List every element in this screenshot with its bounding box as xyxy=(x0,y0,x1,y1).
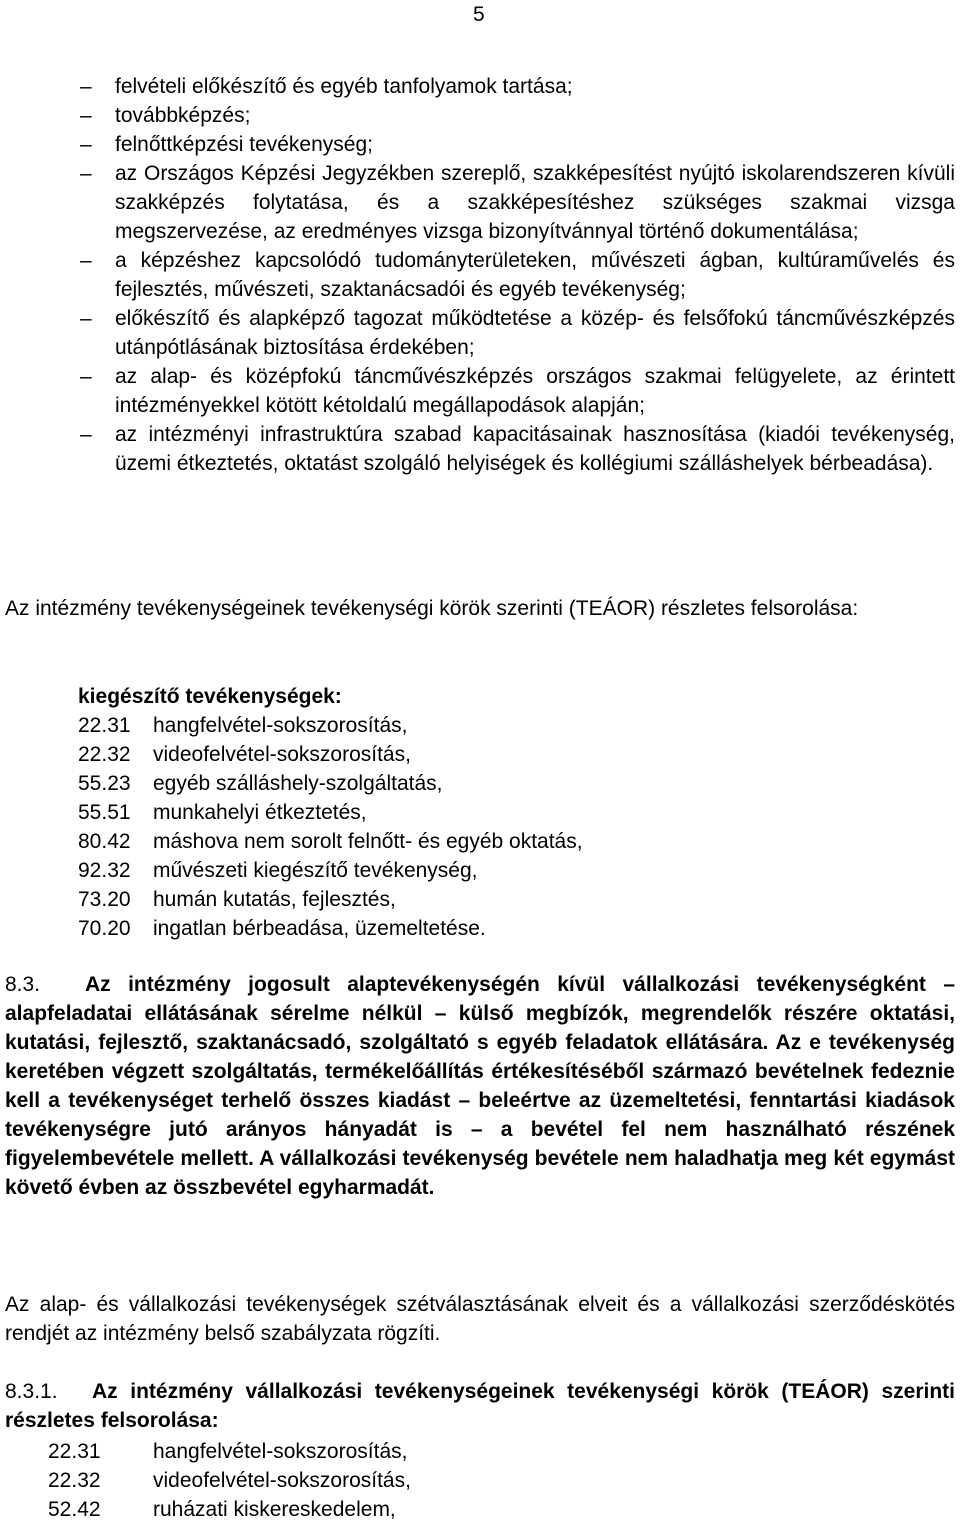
teaor-label: munkahelyi étkeztetés, xyxy=(153,801,367,824)
section-number: 8.3.1. xyxy=(5,1380,58,1403)
list-item xyxy=(0,304,955,362)
section-text: Az intézmény jogosult alaptevékenységén kívül vállalkozási tevékenységként – alapfeladatai ellátásának sérelme nélkül – külső megbízók, megrendelők részére oktatási, kutatási, fejlesztő, szaktanácsadó, szolgáltató s egyéb feladatok ellátására. Az e tevékenység keretében végzett szolgáltatás, termékelőállítás értékesítéséből származó bevételnek fedeznie kell a tevékenységet terhelő összes kiadást – beleértve az üzemeltetési, fenntartási kiadások tevékenységre jutó arányos hányadát is – a bevétel fel nem használható részének figyelembevétele mellett. A vállalkozási tevékenység bevétele nem haladhatja meg két egymást követő évben az összbevétel egyharmadát. xyxy=(5,973,955,1199)
dash-bullet: – xyxy=(80,162,92,185)
section-8-3 xyxy=(5,970,955,1202)
teaor-row xyxy=(48,1495,411,1524)
teaor-row xyxy=(78,885,583,914)
teaor-code: 22.31 xyxy=(78,714,131,737)
list-item-text: az intézményi infrastruktúra szabad kapacitásainak hasznosítása (kiadói tevékenység, üzemi étkeztetés, oktatást szolgáló helyiségek és kollégiumi szálláshelyek bérbeadása). xyxy=(115,423,955,475)
business-activities-list xyxy=(48,1437,411,1524)
list-item xyxy=(0,72,955,101)
teaor-label: máshova nem sorolt felnőtt- és egyéb oktatás, xyxy=(153,830,583,853)
teaor-code: 55.23 xyxy=(78,772,131,795)
dash-bullet: – xyxy=(80,423,92,446)
teaor-code: 22.32 xyxy=(78,743,131,766)
teaor-label: videofelvétel-sokszorosítás, xyxy=(153,743,411,766)
teaor-row xyxy=(78,769,583,798)
list-item-text: az Országos Képzési Jegyzékben szereplő, szakképesítést nyújtó iskolarendszeren kívüli szakképzés folytatása, és a szakképesítéshez szükséges szakmai vizsga megszervezése, az eredményes vizsga bizonyítvánnyal történő dokumentálása; xyxy=(115,162,955,243)
list-item-text: felnőttképzési tevékenység; xyxy=(115,133,373,156)
teaor-label: hangfelvétel-sokszorosítás, xyxy=(153,1440,408,1463)
teaor-row xyxy=(48,1466,411,1495)
teaor-code: 52.42 xyxy=(48,1498,101,1521)
list-item-text: a képzéshez kapcsolódó tudományterületeken, művészeti ágban, kultúraművelés és fejlesztés, művészeti, szaktanácsadói és egyéb tevékenység; xyxy=(115,249,955,301)
supplementary-heading: kiegészítő tevékenységek: xyxy=(78,685,342,708)
dash-bullet: – xyxy=(80,75,92,98)
teaor-row xyxy=(78,827,583,856)
section-number: 8.3. xyxy=(5,973,41,996)
list-item xyxy=(0,362,955,420)
teaor-label: hangfelvétel-sokszorosítás, xyxy=(153,714,408,737)
list-item-text: előkészítő és alapképző tagozat működtetése a közép- és felsőfokú táncművészképzés utánpótlásának biztosítása érdekében; xyxy=(115,307,955,359)
page-number: 5 xyxy=(473,3,485,26)
dash-bullet: – xyxy=(80,307,92,330)
dash-bullet: – xyxy=(80,104,92,127)
teaor-row xyxy=(48,1437,411,1466)
teaor-row xyxy=(78,856,583,885)
teaor-label: ingatlan bérbeadása, üzemeltetése. xyxy=(153,917,486,940)
supplementary-activities-list xyxy=(78,682,583,943)
section-8-3-1 xyxy=(5,1377,955,1435)
teaor-code: 70.20 xyxy=(78,917,131,940)
teaor-row xyxy=(78,914,583,943)
list-item xyxy=(0,130,955,159)
separation-paragraph: Az alap- és vállalkozási tevékenységek szétválasztásának elveit és a vállalkozási szerződéskötés rendjét az intézmény belső szabályzata rögzíti. xyxy=(5,1293,955,1345)
list-item-text: az alap- és középfokú táncművészképzés országos szakmai felügyelete, az érintett intézményekkel kötött kétoldalú megállapodások alapján; xyxy=(115,365,955,417)
teaor-row xyxy=(78,740,583,769)
teaor-label: egyéb szálláshely-szolgáltatás, xyxy=(153,772,443,795)
dash-bullet: – xyxy=(80,249,92,272)
teaor-label: művészeti kiegészítő tevékenység, xyxy=(153,859,478,882)
teaor-row xyxy=(78,711,583,740)
teaor-code: 22.31 xyxy=(48,1440,101,1463)
teaor-code: 55.51 xyxy=(78,801,131,824)
dash-bullet: – xyxy=(80,133,92,156)
list-item-text: felvételi előkészítő és egyéb tanfolyamok tartása; xyxy=(115,75,573,98)
dash-bullet: – xyxy=(80,365,92,388)
teaor-code: 73.20 xyxy=(78,888,131,911)
teaor-code: 92.32 xyxy=(78,859,131,882)
activity-dash-list xyxy=(0,72,960,478)
teaor-row xyxy=(78,798,583,827)
section-text: Az intézmény vállalkozási tevékenységeinek tevékenységi körök (TEÁOR) szerinti részletes felsorolása: xyxy=(5,1380,955,1432)
teaor-label: ruházati kiskereskedelem, xyxy=(153,1498,396,1521)
list-item xyxy=(0,101,955,130)
teaor-code: 22.32 xyxy=(48,1469,101,1492)
teaor-code: 80.42 xyxy=(78,830,131,853)
list-item xyxy=(0,159,955,246)
teaor-label: humán kutatás, fejlesztés, xyxy=(153,888,396,911)
teaor-intro-paragraph: Az intézmény tevékenységeinek tevékenységi körök szerinti (TEÁOR) részletes felsorolása: xyxy=(5,597,859,620)
list-item-text: továbbképzés; xyxy=(115,104,251,127)
list-item xyxy=(0,246,955,304)
list-item xyxy=(0,420,955,478)
teaor-label: videofelvétel-sokszorosítás, xyxy=(153,1469,411,1492)
